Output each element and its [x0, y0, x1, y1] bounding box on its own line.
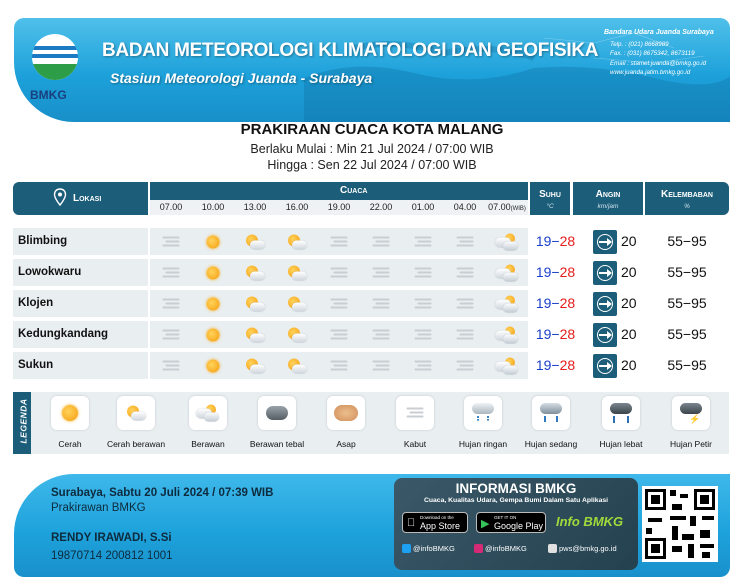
- sun-icon: [207, 328, 220, 341]
- temp-max: 28: [559, 295, 576, 311]
- forecaster-name: RENDY IRAWADI, S.Si: [51, 532, 172, 544]
- cloudy-icon: [495, 295, 519, 312]
- fog-icon: [457, 360, 474, 371]
- weather-cell: [444, 321, 486, 348]
- temp-max: 28: [559, 357, 576, 373]
- forecast-title: PRAKIRAAN CUACA KOTA MALANG: [240, 121, 504, 138]
- partly-cloudy-icon: [244, 295, 266, 312]
- heavy-rain-icon: [610, 403, 632, 423]
- google-play-label: Google Play: [494, 521, 544, 531]
- weather-cell: [318, 321, 360, 348]
- weather-cell: [486, 290, 528, 317]
- weather-cell: [402, 321, 444, 348]
- agency-title: BADAN METEOROLOGI KLIMATOLOGI DAN GEOFISIKA: [102, 40, 599, 61]
- legend-side: [13, 392, 31, 454]
- wind-direction-icon: [593, 323, 617, 347]
- angin-header: [573, 182, 643, 215]
- info-bmkg-app-name: Info BMKG: [556, 514, 624, 529]
- weather-cell: [234, 352, 276, 379]
- wind-speed: 20: [621, 233, 637, 249]
- weather-cell: [444, 259, 486, 286]
- legend-label: Cerah: [58, 439, 82, 449]
- fog-icon: [457, 329, 474, 340]
- weather-strip: [150, 352, 528, 379]
- weather-cell: [276, 321, 318, 348]
- fog-icon: [373, 236, 390, 247]
- smoke-icon: [334, 405, 358, 421]
- google-play-button[interactable]: [476, 512, 546, 533]
- overcast-icon: [266, 406, 288, 420]
- time-label-last: 07.00(WIB): [488, 202, 526, 212]
- weather-cell: [150, 352, 192, 379]
- partly-cloudy-icon: [286, 264, 308, 281]
- twitter-handle[interactable]: @infoBMKG: [402, 544, 455, 553]
- weather-cell: [360, 290, 402, 317]
- weather-cell: [234, 290, 276, 317]
- fog-icon: [407, 408, 424, 419]
- weather-strip: [150, 259, 528, 286]
- weather-cell: [360, 259, 402, 286]
- legend-item: [511, 396, 591, 449]
- legend-icon-box: [464, 396, 502, 430]
- legend-label: Cerah berawan: [106, 439, 166, 449]
- forecast-row: [13, 228, 729, 255]
- weather-cell: [444, 352, 486, 379]
- fog-icon: [163, 298, 180, 309]
- time-label: 04.00: [453, 202, 477, 212]
- weather-cell: [192, 259, 234, 286]
- logo-text: BMKG: [30, 88, 67, 102]
- thunderstorm-icon: ⚡: [680, 403, 702, 423]
- legend-item: [581, 396, 661, 449]
- humidity: 55−95: [667, 264, 707, 280]
- temp-max: 28: [559, 233, 576, 249]
- legend-icon-box: [117, 396, 155, 430]
- instagram-icon: [474, 544, 483, 553]
- sun-icon: [62, 405, 78, 421]
- time-label: 19.00: [327, 202, 351, 212]
- time-label: 16.00: [285, 202, 309, 212]
- time-label: 10.00: [201, 202, 225, 212]
- weather-cell: [444, 228, 486, 255]
- time-label: 01.00: [411, 202, 435, 212]
- temperature-range: 19−28: [535, 326, 576, 342]
- weather-cell: [486, 228, 528, 255]
- weather-cell: [318, 290, 360, 317]
- weather-cell: [444, 290, 486, 317]
- legend-icon-box: [602, 396, 640, 430]
- location-name: Kedungkandang: [13, 321, 148, 348]
- moderate-rain-icon: [540, 403, 562, 423]
- legend-item: [651, 396, 731, 449]
- forecast-row: [13, 321, 729, 348]
- legend-icon-box: [189, 396, 227, 430]
- wind-speed: 20: [621, 357, 637, 373]
- weather-cell: [486, 321, 528, 348]
- weather-cell: [318, 352, 360, 379]
- weather-cell: [150, 290, 192, 317]
- partly-cloudy-icon: [244, 264, 266, 281]
- cloudy-icon: [196, 405, 220, 422]
- legend-item: [96, 396, 176, 449]
- suhu-label: Suhu: [539, 189, 561, 200]
- legend-item: [237, 396, 317, 449]
- google-play-small: GET IT ON: [494, 515, 517, 520]
- valid-until: Hingga : Sen 22 Jul 2024 / 07:00 WIB: [267, 158, 477, 172]
- legend-label: Berawan tebal: [249, 439, 305, 449]
- location-name: Lowokwaru: [13, 259, 148, 286]
- contact-info: [604, 28, 714, 78]
- location-name: Klojen: [13, 290, 148, 317]
- fog-icon: [331, 329, 348, 340]
- temp-min: 19: [535, 264, 552, 280]
- legend-label: Kabut: [403, 439, 427, 449]
- play-icon: ▶: [481, 518, 490, 530]
- weather-cell: [234, 321, 276, 348]
- cuaca-label: Cuaca: [340, 185, 368, 196]
- twitter-icon: [402, 544, 411, 553]
- temp-max: 28: [559, 264, 576, 280]
- fog-icon: [415, 360, 432, 371]
- weather-strip: [150, 228, 528, 255]
- weather-cell: [150, 228, 192, 255]
- kelembaban-label: Kelembaban: [661, 189, 713, 200]
- weather-strip: [150, 321, 528, 348]
- fog-icon: [415, 236, 432, 247]
- legend-icon-box: [327, 396, 365, 430]
- weather-cell: [276, 259, 318, 286]
- issued-date: Surabaya, Sabtu 20 Juli 2024 / 07:39 WIB: [51, 487, 274, 499]
- mail-icon: [548, 544, 557, 553]
- wib-suffix: (WIB): [510, 206, 526, 212]
- weather-cell: [192, 352, 234, 379]
- wind-speed: 20: [621, 326, 637, 342]
- weather-cell: [276, 290, 318, 317]
- location-name: Blimbing: [13, 228, 148, 255]
- partly-cloudy-icon: [286, 295, 308, 312]
- fog-icon: [415, 267, 432, 278]
- weather-cell: [486, 352, 528, 379]
- fog-icon: [163, 329, 180, 340]
- legend-label: Hujan lebat: [599, 439, 643, 449]
- lokasi-label: Lokasi: [73, 193, 102, 204]
- temp-min: 19: [535, 295, 552, 311]
- sun-icon: [207, 266, 220, 279]
- cloudy-icon: [495, 326, 519, 343]
- partly-cloudy-icon: [286, 233, 308, 250]
- lokasi-header: [13, 182, 148, 215]
- fog-icon: [163, 267, 180, 278]
- suhu-header: [530, 182, 570, 215]
- cloudy-icon: [495, 264, 519, 281]
- humidity: 55−95: [667, 233, 707, 249]
- forecaster-role: Prakirawan BMKG: [51, 502, 146, 514]
- cloudy-icon: [495, 357, 519, 374]
- partly-cloudy-icon: [244, 233, 266, 250]
- fog-icon: [415, 329, 432, 340]
- weather-cell: [276, 352, 318, 379]
- legend-item: [306, 396, 386, 449]
- contact-fax: Fax. : (031) 8675342, 8673119: [610, 50, 695, 58]
- angin-label: Angin: [595, 189, 621, 200]
- contact-telp: Telp. : (021) 8668989: [610, 40, 669, 48]
- fog-icon: [457, 267, 474, 278]
- fog-icon: [373, 298, 390, 309]
- weather-cell: [402, 352, 444, 379]
- legend-icon-box: [51, 396, 89, 430]
- humidity: 55−95: [667, 326, 707, 342]
- instagram-handle[interactable]: @infoBMKG: [474, 544, 527, 553]
- angin-unit: km/jam: [597, 203, 619, 210]
- info-bmkg-panel: [394, 478, 638, 570]
- weather-cell: [402, 259, 444, 286]
- kelembaban-unit: %: [684, 203, 690, 210]
- temperature-range: 19−28: [535, 295, 576, 311]
- wind-direction-icon: [593, 230, 617, 254]
- legend-icon-box: [532, 396, 570, 430]
- fog-icon: [373, 360, 390, 371]
- fog-icon: [163, 360, 180, 371]
- forecast-row: [13, 259, 729, 286]
- partly-cloudy-icon: [286, 357, 308, 374]
- wind-speed: 20: [621, 264, 637, 280]
- temperature-range: 19−28: [535, 357, 576, 373]
- temp-min: 19: [535, 233, 552, 249]
- weather-cell: [360, 321, 402, 348]
- temperature-range: 19−28: [535, 264, 576, 280]
- humidity: 55−95: [667, 295, 707, 311]
- legend-label: Berawan: [191, 439, 225, 449]
- bmkg-logo: [24, 30, 92, 112]
- suhu-unit: °C: [546, 203, 554, 210]
- header-banner: [14, 18, 730, 122]
- weather-cell: [192, 321, 234, 348]
- wind-direction-icon: [593, 261, 617, 285]
- station-name: Stasiun Meteorologi Juanda - Surabaya: [110, 70, 373, 86]
- weather-cell: [402, 290, 444, 317]
- legend-label: Hujan sedang: [524, 439, 578, 449]
- app-store-label: App Store: [420, 521, 461, 531]
- fog-icon: [331, 267, 348, 278]
- fog-icon: [163, 236, 180, 247]
- fog-icon: [331, 360, 348, 371]
- sun-icon: [207, 235, 220, 248]
- fog-icon: [331, 298, 348, 309]
- weather-strip: [150, 290, 528, 317]
- weather-cell: [318, 228, 360, 255]
- forecast-row: [13, 290, 729, 317]
- partly-cloudy-icon: [125, 405, 147, 422]
- weather-cell: [234, 228, 276, 255]
- fog-icon: [373, 267, 390, 278]
- legend: [13, 392, 729, 454]
- legend-icon-box: [396, 396, 434, 430]
- temp-max: 28: [559, 326, 576, 342]
- temp-min: 19: [535, 357, 552, 373]
- partly-cloudy-icon: [286, 326, 308, 343]
- weather-cell: [402, 228, 444, 255]
- legend-title: LEGENDA: [18, 398, 29, 444]
- cuaca-header: [150, 182, 528, 200]
- time-label: 22.00: [369, 202, 393, 212]
- fog-icon: [415, 298, 432, 309]
- contact-web: www.juanda.jatim.bmkg.go.id: [610, 69, 691, 77]
- legend-label: Hujan ringan: [458, 439, 508, 449]
- weather-cell: [276, 228, 318, 255]
- wind-direction-icon: [593, 354, 617, 378]
- fog-icon: [331, 236, 348, 247]
- time-label: 13.00: [243, 202, 267, 212]
- forecaster-nip: 19870714 200812 1001: [51, 550, 173, 562]
- contact-name: Bandara Udara Juanda Surabaya: [604, 29, 714, 36]
- info-subtitle: Cuaca, Kualitas Udara, Gempa Bumi Dalam Satu Aplikasi: [423, 497, 609, 504]
- weather-cell: [150, 259, 192, 286]
- weather-cell: [192, 290, 234, 317]
- legend-label: Asap: [336, 439, 356, 449]
- location-pin-icon: [53, 188, 67, 206]
- temp-min: 19: [535, 326, 552, 342]
- partly-cloudy-icon: [244, 357, 266, 374]
- fog-icon: [457, 236, 474, 247]
- apple-icon: [407, 517, 415, 529]
- weather-cell: [150, 321, 192, 348]
- partly-cloudy-icon: [244, 326, 266, 343]
- legend-item: [168, 396, 248, 449]
- weather-cell: [360, 352, 402, 379]
- legend-icon-box: [258, 396, 296, 430]
- legend-label: Hujan Petir: [669, 439, 713, 449]
- forecast-row: [13, 352, 729, 379]
- weather-cell: [234, 259, 276, 286]
- wind-direction-icon: [593, 292, 617, 316]
- valid-from: Berlaku Mulai : Min 21 Jul 2024 / 07:00 WIB: [250, 142, 494, 156]
- light-rain-icon: [472, 403, 494, 423]
- fog-icon: [373, 329, 390, 340]
- contact-email: Email : stamet.juanda@bmkg.go.id: [610, 59, 707, 67]
- weather-cell: [318, 259, 360, 286]
- weather-cell: [486, 259, 528, 286]
- email-contact[interactable]: pws@bmkg.go.id: [548, 544, 617, 553]
- app-store-small: Download on the: [420, 515, 454, 520]
- time-label: 07.00: [159, 202, 183, 212]
- sun-icon: [207, 359, 220, 372]
- fog-icon: [457, 298, 474, 309]
- weather-cell: [192, 228, 234, 255]
- time-header-row: [150, 200, 528, 215]
- location-name: Sukun: [13, 352, 148, 379]
- wind-speed: 20: [621, 295, 637, 311]
- weather-cell: [360, 228, 402, 255]
- sun-icon: [207, 297, 220, 310]
- info-title: INFORMASI BMKG: [455, 481, 577, 496]
- cloudy-icon: [495, 233, 519, 250]
- app-store-button[interactable]: [402, 512, 468, 533]
- temperature-range: 19−28: [535, 233, 576, 249]
- qr-code[interactable]: [642, 486, 718, 562]
- legend-icon-box: [672, 396, 710, 430]
- kelembaban-header: [645, 182, 729, 215]
- humidity: 55−95: [667, 357, 707, 373]
